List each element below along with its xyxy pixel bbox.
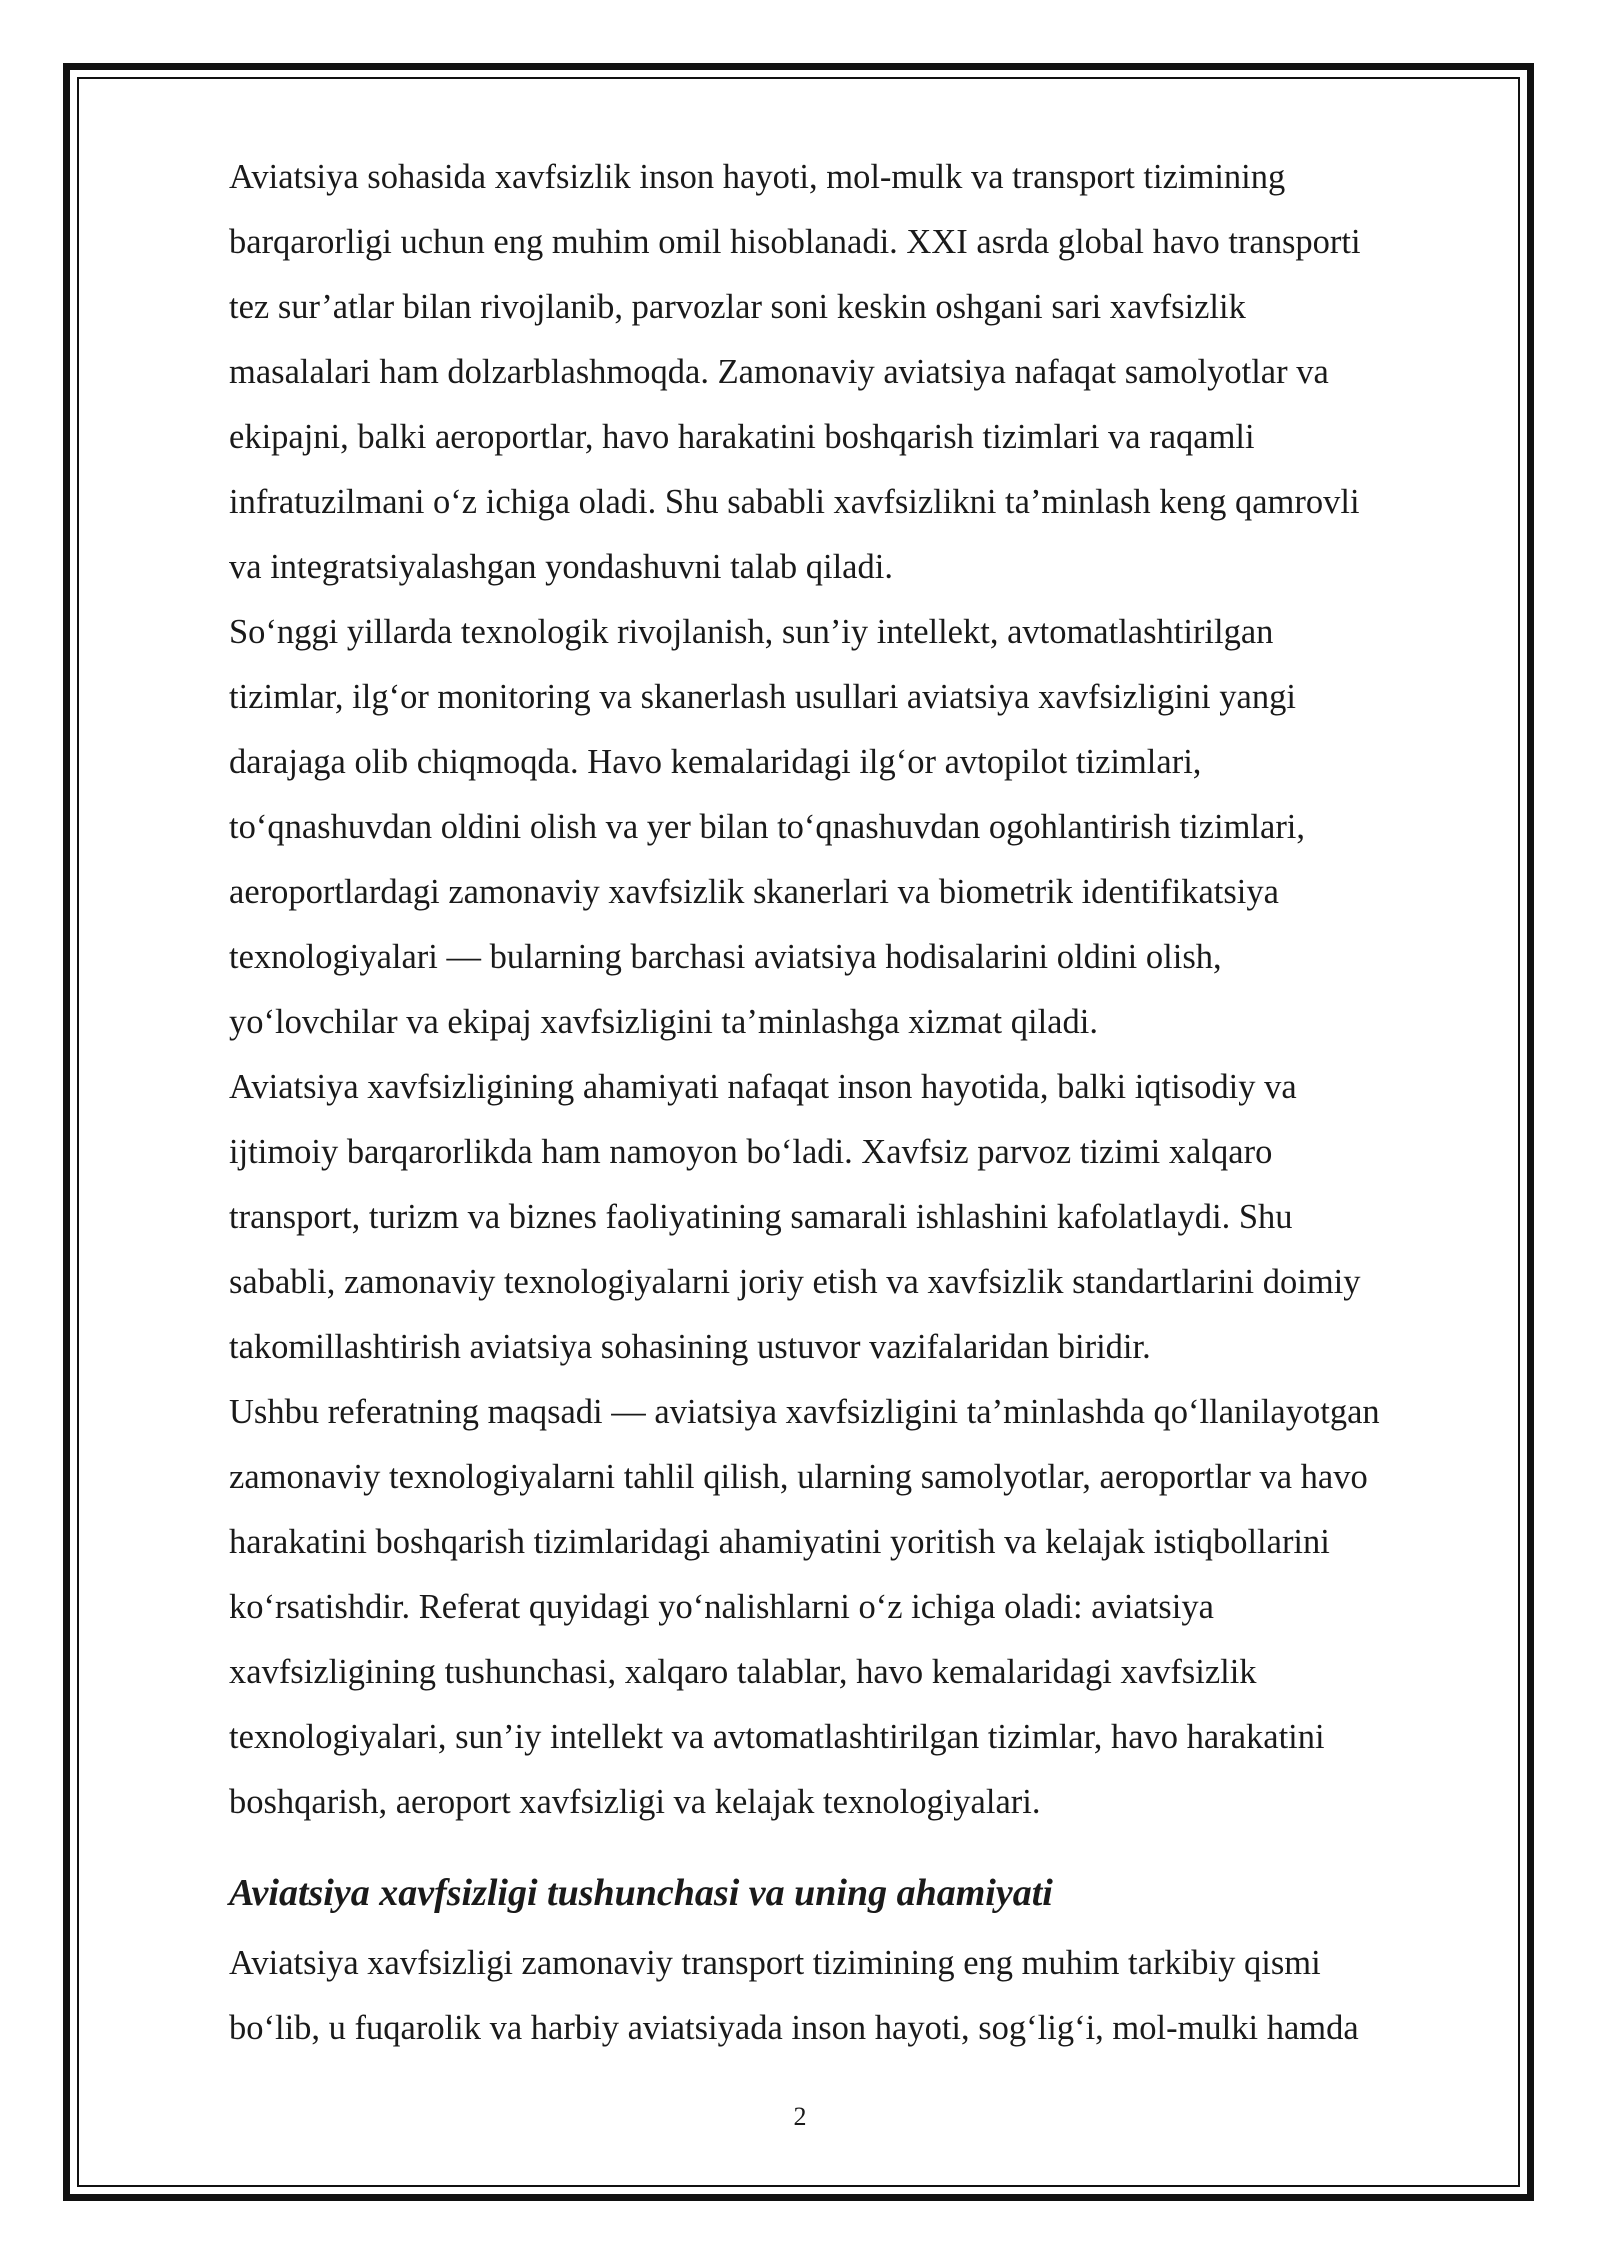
paragraph-purpose: Ushbu referatning maqsadi — aviatsiya xavfsizligini ta’minlashda qo‘llanilayotgan zamonaviy texnologiyalarni tahlil qilish, ularning samolyotlar, aeroportlar va havo harakatini boshqarish tizimlaridagi ahamiyatini yoritish va kelajak istiqbollarini ko‘rsatishdir. Referat quyidagi yo‘nalishlarni o‘z ichiga oladi: aviatsiya xavfsizligining tushunchasi, xalqaro talablar, havo kemalaridagi xavfsizlik texnologiyalari, sun’iy intellekt va avtomatlashtirilgan tizimlar, havo harakatini boshqarish, aeroport xavfsizligi va kelajak texnologiyalari.	[229, 1393, 1380, 1821]
document-body	[229, 145, 1499, 2061]
paragraph-importance: Aviatsiya xavfsizligining ahamiyati nafaqat inson hayotida, balki iqtisodiy va ijtimoiy barqarorlikda ham namoyon bo‘ladi. Xavfsiz parvoz tizimi xalqaro transport, turizm va biznes faoliyatining samarali ishlashini kafolatlaydi. Shu sababli, zamonaviy texnologiyalarni joriy etish va xavfsizlik standartlarini doimiy takomillashtirish aviatsiya sohasining ustuvor vazifalaridan biridir.	[229, 1068, 1361, 1366]
paragraph-technology: So‘nggi yillarda texnologik rivojlanish, sun’iy intellekt, avtomatlashtirilgan tizimlar, ilg‘or monitoring va skanerlash usullari aviatsiya xavfsizligini yangi darajaga olib chiqmoqda. Havo kemalaridagi ilg‘or avtopilot tizimlari, to‘qnashuvdan oldini olish va yer bilan to‘qnashuvdan ogohlantirish tizimlari, aeroportlardagi zamonaviy xavfsizlik skanerlari va biometrik identifikatsiya texnologiyalari — bularning barchasi aviatsiya hodisalarini oldini olish, yo‘lovchilar va ekipaj xavfsizligini ta’minlashga xizmat qiladi.	[229, 613, 1306, 1041]
paragraph-intro: Aviatsiya sohasida xavfsizlik inson hayoti, mol-mulk va transport tizimining barqarorligi uchun eng muhim omil hisoblanadi. XXI asrda global havo transporti tez sur’atlar bilan rivojlanib, parvozlar soni keskin oshgani sari xavfsizlik masalalari ham dolzarblashmoqda. Zamonaviy aviatsiya nafaqat samolyotlar va ekipajni, balki aeroportlar, havo harakatini boshqarish tizimlari va raqamli infratuzilmani o‘z ichiga oladi. Shu sababli xavfsizlikni ta’minlash keng qamrovli va integratsiyalashgan yondashuvni talab qiladi.	[229, 158, 1361, 586]
page-number: 2	[793, 2102, 807, 2131]
section-heading: Aviatsiya xavfsizligi tushunchasi va uning ahamiyati	[229, 1872, 1053, 1914]
paragraph-section-start: Aviatsiya xavfsizligi zamonaviy transport tizimining eng muhim tarkibiy qismi bo‘lib, u fuqarolik va harbiy aviatsiyada inson hayoti, sog‘lig‘i, mol-mulki hamda	[229, 1944, 1359, 2047]
